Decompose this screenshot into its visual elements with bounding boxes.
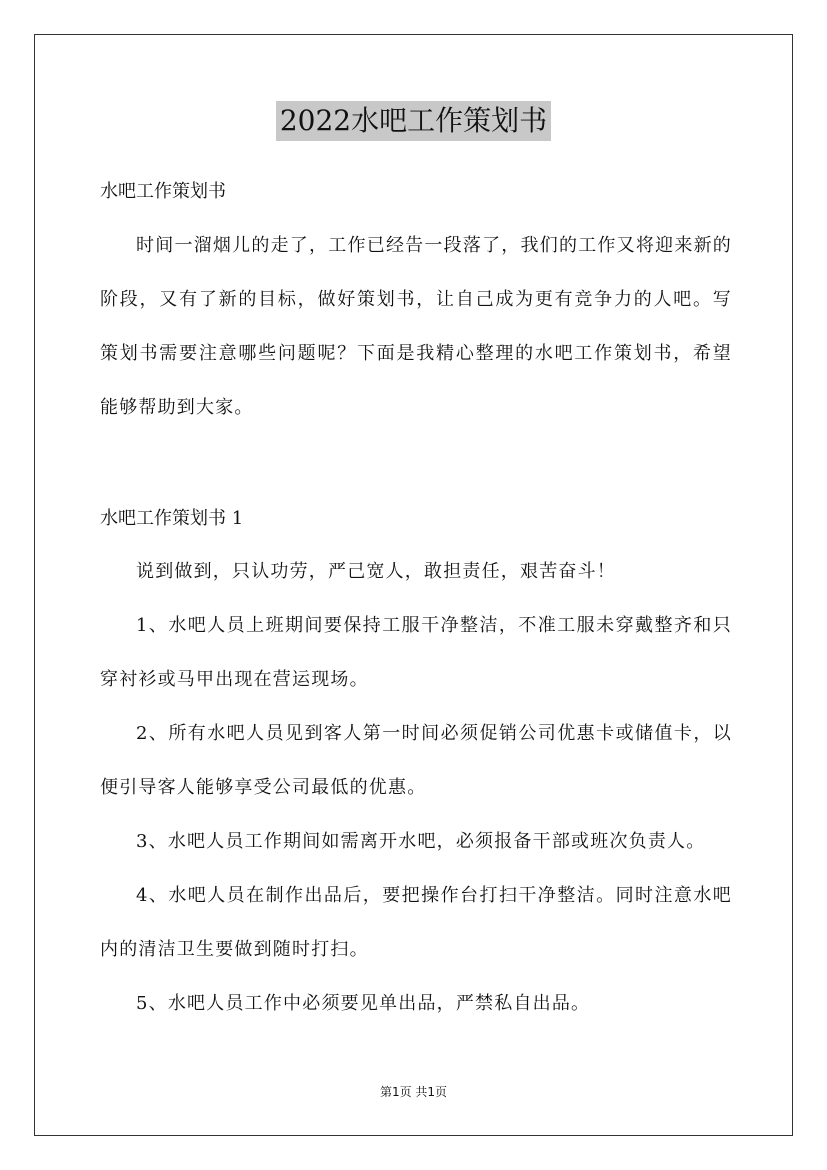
list-item-3: 3、水吧人员工作期间如需离开水吧，必须报备干部或班次负责人。 [136, 831, 706, 852]
list-item-2: 2、所有水吧人员见到客人第一时间必须促销公司优惠卡或储值卡，以便引导客人能够享受公司最低的优惠。 [100, 723, 732, 798]
motto-paragraph: 说到做到，只认功劳，严己宽人，敢担责任，艰苦奋斗！ [136, 561, 616, 582]
section-heading: 水吧工作策划书 1 [100, 508, 244, 529]
list-item-4: 4、水吧人员在制作出品后，要把操作台打扫干净整洁。同时注意水吧内的清洁卫生要做到随时打扫。 [100, 885, 732, 960]
document-subtitle: 水吧工作策划书 [100, 181, 226, 202]
document-title: 2022水吧工作策划书 [276, 101, 551, 141]
list-item-5: 5、水吧人员工作中必须要见单出品，严禁私自出品。 [136, 993, 591, 1014]
intro-paragraph: 时间一溜烟儿的走了，工作已经告一段落了，我们的工作又将迎来新的阶段，又有了新的目标，做好策划书，让自己成为更有竞争力的人吧。写策划书需要注意哪些问题呢？下面是我精心整理的水吧工作策划书，希望能够帮助到大家。 [100, 235, 732, 418]
list-item-1: 1、水吧人员上班期间要保持工服干净整洁，不准工服未穿戴整齐和只穿衬衫或马甲出现在营运现场。 [100, 615, 732, 690]
page-footer [0, 1083, 827, 1100]
title-container [0, 101, 827, 141]
page-number-label: 第1页 共1页 [379, 1085, 448, 1099]
